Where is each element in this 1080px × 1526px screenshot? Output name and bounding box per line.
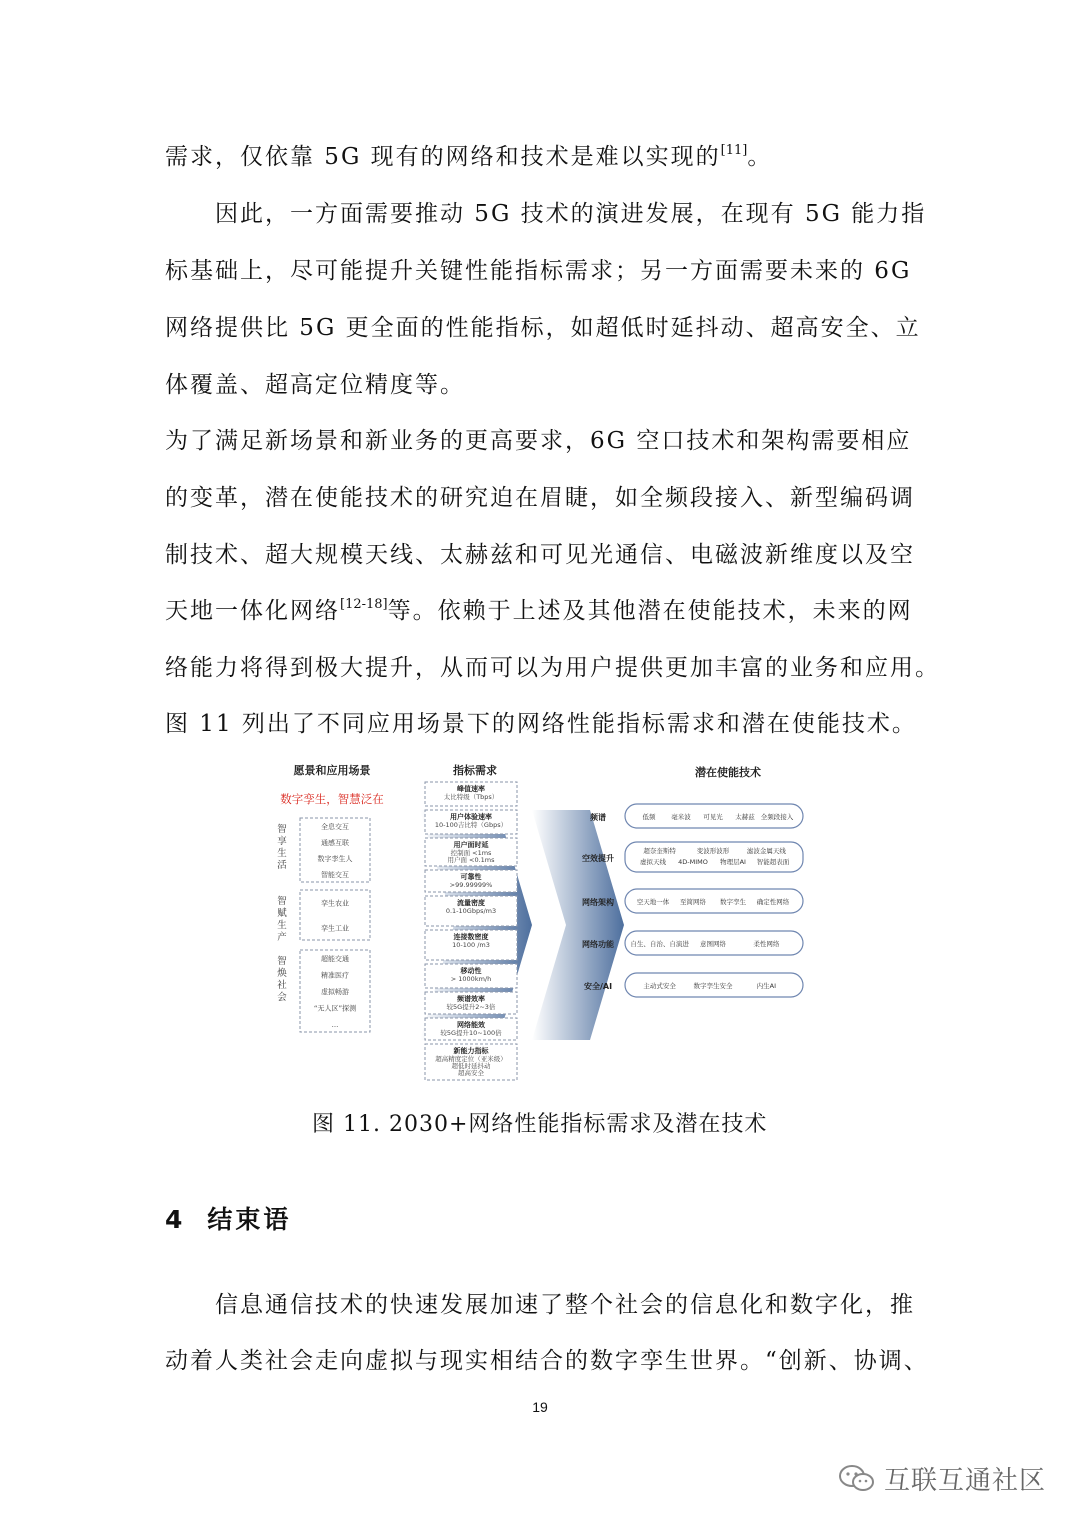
group-label-char: 产: [277, 932, 287, 943]
watermark: [838, 1460, 1046, 1497]
metric-value: 太比特级（Tbps）: [443, 793, 499, 801]
tech-item: 物理层AI: [720, 858, 746, 866]
group-label-char: 智: [277, 824, 287, 835]
tech-item: 低频: [642, 813, 656, 821]
paragraph-line: 为了满足新场景和新业务的更高要求，6G 空口技术和架构需要相应: [165, 428, 912, 454]
paragraph-line: 的变革，潜在使能技术的研究迫在眉睫，如全频段接入、新型编码调: [165, 485, 915, 511]
paragraph-line: 网络提供比 5G 更全面的性能指标，如超低时延抖动、超高安全、立: [165, 315, 921, 341]
metric-value: 10-100 /m3: [452, 941, 490, 949]
metric-value: 超高安全: [458, 1069, 484, 1077]
paragraph-line: 需求，仅依靠 5G 现有的网络和技术是难以实现的[11]。: [165, 143, 773, 170]
paragraph-line: 标基础上，尽可能提升关键性能指标需求；另一方面需要未来的 6G: [165, 258, 912, 284]
scenario-item: 孪生农业: [321, 899, 349, 908]
metric-title: 频谱效率: [457, 995, 485, 1003]
scenario-item: 智能交互: [321, 871, 349, 879]
tech-item: 柔性网络: [753, 940, 780, 948]
tech-row-label: 空效提升: [582, 854, 614, 863]
metric-title: 新能力指标: [453, 1047, 489, 1055]
scenario-item: ...: [331, 1020, 339, 1029]
paragraph-line: 动着人类社会走向虚拟与现实相结合的数字孪生世界。“创新、协调、: [165, 1348, 929, 1374]
scenario-item: 孪生工业: [321, 924, 349, 933]
tech-item: 变波形波形: [696, 847, 730, 855]
tech-item: 全频段接入: [760, 813, 794, 821]
paragraph-line: 制技术、超大规模天线、太赫兹和可见光通信、电磁波新维度以及空: [165, 542, 915, 568]
group-label-char: 智: [277, 896, 287, 907]
scenario-item: 通感互联: [321, 839, 349, 847]
scenario-item: 虚拟畅游: [321, 988, 349, 996]
scenario-item: 精准医疗: [321, 971, 349, 980]
group-label-char: 生: [277, 848, 287, 859]
tech-item: 数字孪生: [720, 898, 746, 906]
group-label-char: 焕: [277, 968, 287, 979]
paragraph-line: 因此，一方面需要推动 5G 技术的演进发展，在现有 5G 能力指: [215, 201, 927, 227]
tech-item: 至简网络: [680, 898, 706, 906]
tech-item: 内生AI: [756, 982, 777, 990]
group-label-char: 活: [277, 860, 287, 871]
scenario-item: 数字孪生人: [317, 855, 353, 863]
metric-title: 网络能效: [457, 1021, 485, 1029]
tech-item: 太赫兹: [735, 813, 755, 821]
column-title: 潜在使能技术: [695, 766, 761, 779]
tech-item: 滤波金属天线: [746, 847, 786, 855]
paragraph-line: 图 11 列出了不同应用场景下的网络性能指标需求和潜在使能技术。: [165, 711, 917, 737]
tech-item: 主动式安全: [643, 982, 676, 990]
metric-value: 10-100吉比特（Gbps）: [434, 821, 508, 829]
metric-value: 较5G提升2~3倍: [446, 1003, 496, 1011]
paragraph-line: 信息通信技术的快速发展加速了整个社会的信息化和数字化，推: [215, 1292, 915, 1318]
metric-title: 用户面时延: [453, 841, 489, 849]
watermark-text: 互联互通社区: [884, 1466, 1047, 1496]
metric-title: 用户体验速率: [450, 813, 492, 821]
slogan-text: 数字孪生，智慧泛在: [280, 792, 384, 806]
column-title: 指标需求: [453, 764, 497, 777]
section-heading: 4 结束语: [165, 1205, 292, 1234]
tech-row-label: 安全/AI: [583, 982, 613, 991]
metric-value: 超低时延抖动: [451, 1062, 491, 1070]
chevron-arrow-right: [532, 810, 624, 1040]
metric-value: 超高精度定位（亚米级）: [435, 1055, 507, 1063]
metric-value: 用户面 <0.1ms: [447, 856, 495, 864]
tech-item: 可见光: [703, 813, 723, 821]
group-label-char: 赋: [277, 908, 287, 919]
scenario-item: “无人区”探测: [313, 1004, 357, 1013]
metric-value: > 1000km/h: [450, 975, 492, 983]
tech-item: 虚拟天线: [640, 858, 666, 866]
wechat-icon: [838, 1464, 876, 1494]
group-label-char: 生: [277, 920, 287, 931]
tech-item: 空天地一体: [636, 898, 670, 906]
tech-item: 毫米波: [671, 813, 691, 821]
page-number: 19: [532, 1399, 548, 1415]
tech-item: 4D-MIMO: [678, 858, 708, 866]
tech-item: 智能超表面: [756, 858, 790, 866]
metric-title: 流量密度: [457, 899, 485, 907]
metric-value: >99.99999%: [449, 881, 493, 889]
paragraph-line: 络能力将得到极大提升，从而可以为用户提供更加丰富的业务和应用。: [165, 655, 940, 681]
metric-value: 控制面 <1ms: [450, 849, 492, 857]
metric-title: 连接数密度: [453, 933, 489, 941]
group-box: [300, 890, 370, 940]
tech-row-label: 网络功能: [582, 940, 614, 949]
tech-item: 意图网络: [700, 940, 726, 948]
scenario-item: 超能交通: [321, 955, 349, 964]
tech-item: 超奈奎斯特: [643, 847, 676, 855]
figure-diagram: [270, 760, 815, 1088]
tech-row-label: 频谱: [590, 813, 606, 822]
tech-item: 自生、自治、自演进: [630, 940, 689, 948]
paragraph-line: 天地一体化网络[12-18]等。依赖于上述及其他潜在使能技术，未来的网: [165, 597, 913, 624]
figure-caption: 图 11. 2030+网络性能指标需求及潜在技术: [312, 1112, 768, 1137]
metric-title: 移动性: [460, 967, 482, 975]
group-label-char: 会: [277, 992, 287, 1003]
metric-title: 可靠性: [460, 873, 482, 881]
group-label-char: 享: [277, 836, 287, 847]
metric-title: 峰值速率: [457, 785, 485, 793]
tech-item: 数字孪生安全: [693, 982, 733, 990]
paragraph-line: 体覆盖、超高定位精度等。: [165, 372, 465, 398]
tech-row-label: 网络架构: [582, 898, 614, 907]
group-label-char: 智: [277, 956, 287, 967]
metric-value: 0.1-10Gbps/m3: [445, 907, 497, 915]
tech-item: 确定性网络: [756, 898, 790, 906]
group-label-char: 社: [277, 980, 287, 991]
metric-value: 较5G提升10~100倍: [440, 1029, 502, 1037]
scenario-item: 全息交互: [321, 823, 349, 831]
column-title: 愿景和应用场景: [293, 764, 371, 777]
